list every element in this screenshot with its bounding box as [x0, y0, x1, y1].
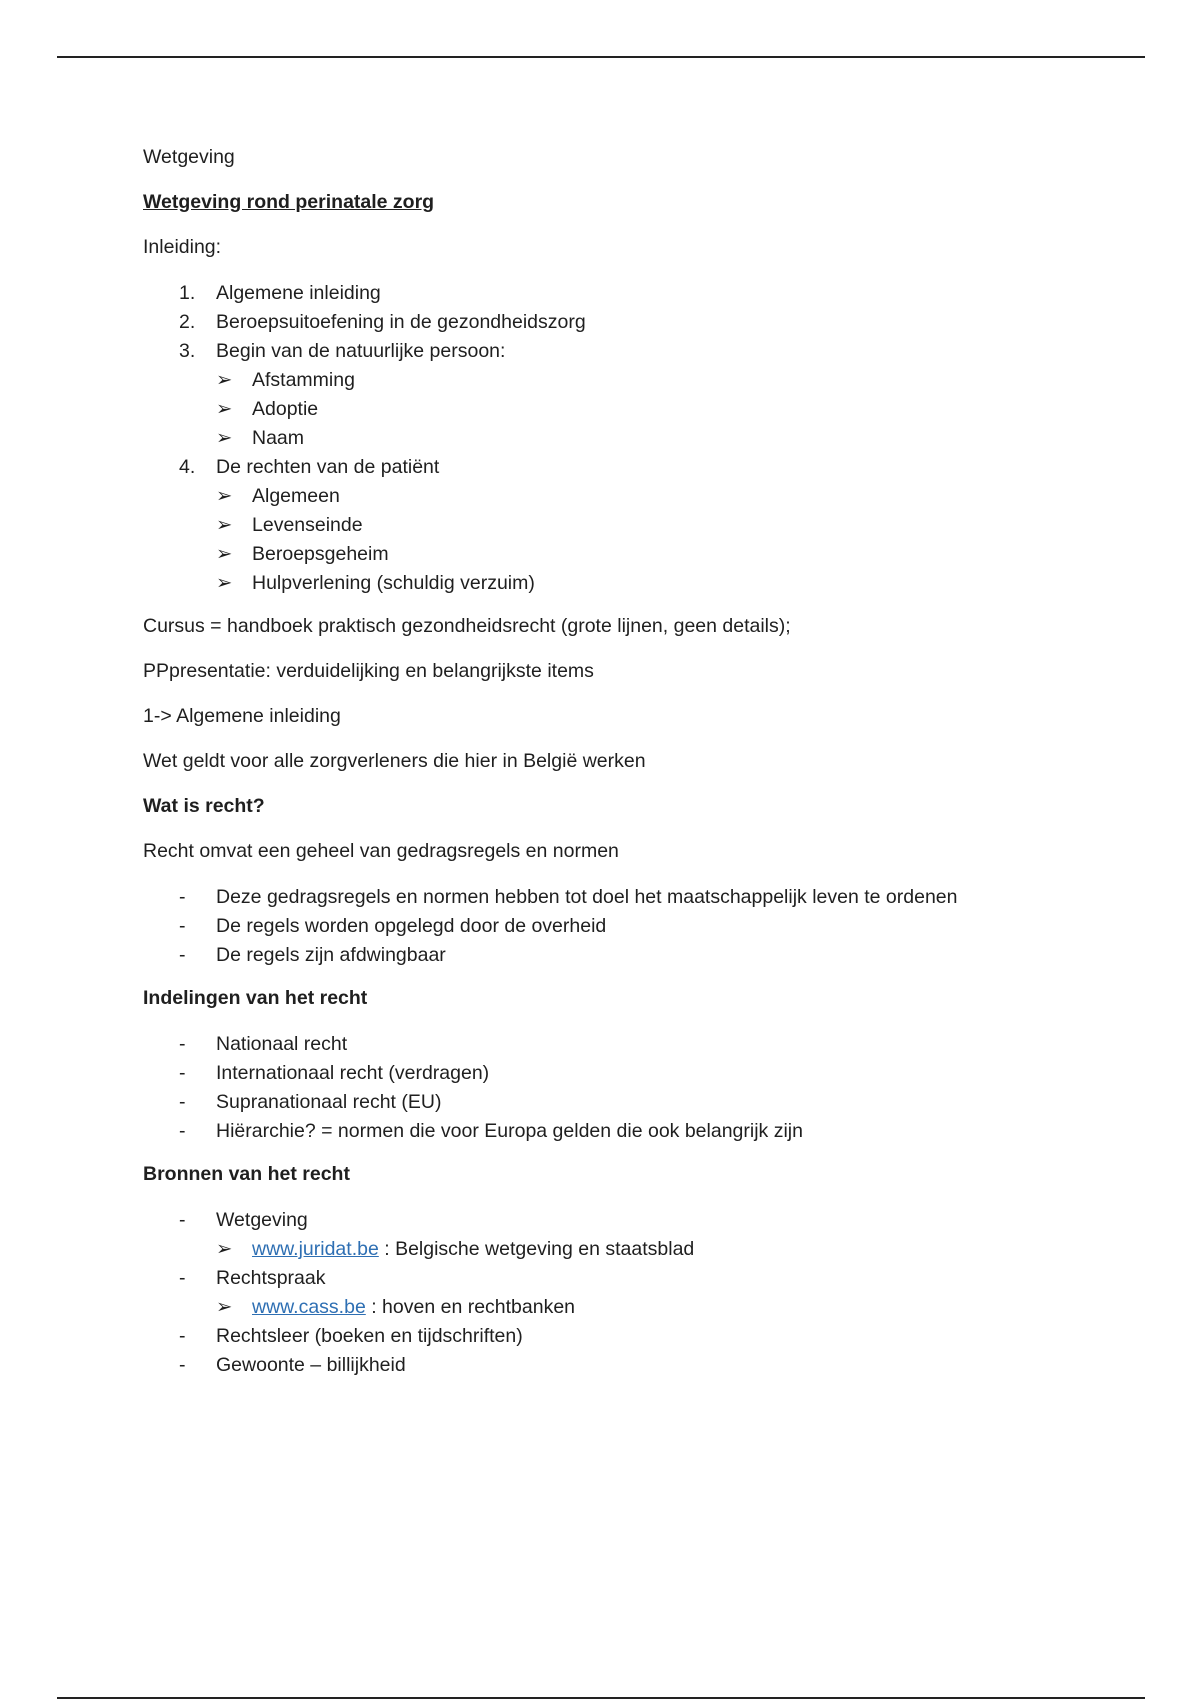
- indelingen-bullets: [143, 1030, 1153, 1146]
- document-body: [143, 144, 1153, 1395]
- doc-title: Wetgeving: [143, 146, 235, 168]
- intro-label: Inleiding:: [143, 236, 222, 258]
- sub-list-item: ➢ Hulpverlening (schuldig verzuim): [143, 569, 1153, 598]
- arrow-bullet-icon: ➢: [216, 369, 233, 391]
- list-item: - Internationaal recht (verdragen): [143, 1059, 1153, 1088]
- sub-list-item: ➢ Algemeen: [143, 482, 1153, 511]
- list-item: - De regels zijn afdwingbaar: [143, 941, 1153, 970]
- arrow-bullet-icon: ➢: [216, 427, 233, 449]
- list-item: - Hiërarchie? = normen die voor Europa gelden die ook belangrijk zijn: [143, 1117, 1153, 1146]
- sub-list-item: ➢ Naam: [143, 424, 1153, 453]
- arrow-bullet-icon: ➢: [216, 485, 233, 507]
- cass-link[interactable]: www.cass.be: [252, 1296, 366, 1318]
- arrow-bullet-icon: ➢: [216, 1296, 233, 1318]
- list-item: 4. De rechten van de patiënt: [179, 456, 440, 478]
- list-item: - Deze gedragsregels en normen hebben tot doel het maatschappelijk leven te ordenen: [143, 883, 1153, 912]
- section-heading: 1-> Algemene inleiding: [143, 705, 341, 727]
- dash-bullet: -: [179, 1267, 186, 1289]
- recht-heading: Wat is recht?: [143, 795, 265, 817]
- arrow-bullet-icon: ➢: [216, 398, 233, 420]
- sub-list-item: ➢ Beroepsgeheim: [143, 540, 1153, 569]
- arrow-bullet-icon: ➢: [216, 514, 233, 536]
- ppt-text: PPpresentatie: verduidelijking en belangrijkste items: [143, 660, 594, 682]
- dash-bullet: -: [179, 1325, 186, 1347]
- main-heading: Wetgeving rond perinatale zorg: [143, 191, 435, 213]
- footer-rule: [57, 1697, 1145, 1699]
- sub-list-item: ➢ Afstamming: [143, 366, 1153, 395]
- sub-list-item: ➢ Adoptie: [143, 395, 1153, 424]
- recht-bullets: [143, 883, 1153, 970]
- arrow-bullet-icon: ➢: [216, 543, 233, 565]
- list-item: - Gewoonte – billijkheid: [143, 1351, 1153, 1380]
- list-item: - Rechtspraak: [143, 1264, 1153, 1293]
- sub-list-item: ➢ www.juridat.be : Belgische wetgeving en staatsblad: [143, 1235, 1153, 1264]
- list-item: - Wetgeving: [143, 1206, 1153, 1235]
- list-item: 3. Begin van de natuurlijke persoon:: [179, 340, 506, 362]
- list-item: - De regels worden opgelegd door de overheid: [143, 912, 1153, 941]
- arrow-bullet-icon: ➢: [216, 572, 233, 594]
- list-item: 1. Algemene inleiding: [179, 282, 381, 304]
- dash-bullet: -: [179, 1091, 186, 1113]
- dash-bullet: -: [179, 1062, 186, 1084]
- dash-bullet: -: [179, 886, 186, 908]
- dash-bullet: -: [179, 1209, 186, 1231]
- dash-bullet: -: [179, 915, 186, 937]
- juridat-link[interactable]: www.juridat.be: [252, 1238, 379, 1260]
- list-item: - Supranationaal recht (EU): [143, 1088, 1153, 1117]
- cursus-text: Cursus = handboek praktisch gezondheidsrecht (grote lijnen, geen details);: [143, 615, 791, 637]
- dash-bullet: -: [179, 1354, 186, 1376]
- sub-list-item: ➢ www.cass.be : hoven en rechtbanken: [143, 1293, 1153, 1322]
- list-item: - Rechtsleer (boeken en tijdschriften): [143, 1322, 1153, 1351]
- dash-bullet: -: [179, 1120, 186, 1142]
- list-item: - Nationaal recht: [143, 1030, 1153, 1059]
- arrow-bullet-icon: ➢: [216, 1238, 233, 1260]
- indelingen-heading: Indelingen van het recht: [143, 987, 368, 1009]
- bronnen-bullets: [143, 1206, 1153, 1380]
- outline-list: [143, 279, 1153, 598]
- list-item: 2. Beroepsuitoefening in de gezondheidszorg: [179, 311, 586, 333]
- dash-bullet: -: [179, 1033, 186, 1055]
- bronnen-heading: Bronnen van het recht: [143, 1163, 350, 1185]
- recht-text: Recht omvat een geheel van gedragsregels en normen: [143, 840, 619, 862]
- sub-list-item: ➢ Levenseinde: [143, 511, 1153, 540]
- wet-text: Wet geldt voor alle zorgverleners die hier in België werken: [143, 750, 646, 772]
- dash-bullet: -: [179, 944, 186, 966]
- header-rule: [57, 56, 1145, 58]
